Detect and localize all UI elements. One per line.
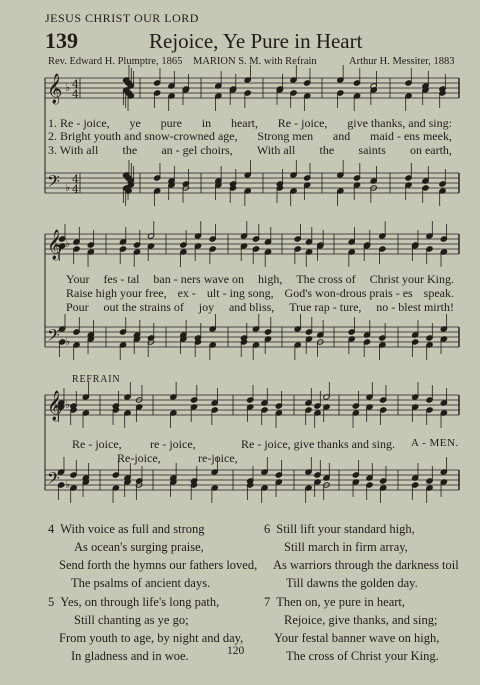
svg-text:4: 4: [72, 78, 79, 91]
svg-text:♭: ♭: [65, 181, 71, 194]
verse-4: [48, 522, 257, 591]
lyrics-line: [66, 300, 454, 315]
lyrics-line: [66, 272, 454, 287]
lyric-syllable: With all: [256, 143, 296, 157]
lyric-syllable: out the strains of: [103, 300, 184, 314]
refrain-lyric: Re - joice, give thanks and sing.: [241, 437, 395, 451]
lyric-syllable: ult - ing song,: [206, 286, 274, 300]
verse-line: As warriors through the darkness toil: [273, 558, 459, 572]
lyrics-line: [48, 129, 452, 144]
verse-line: The psalms of ancient days.: [71, 576, 211, 590]
lyric-syllable: speak.: [423, 286, 454, 300]
lyric-syllable: ex -: [177, 286, 196, 300]
verse-line: Then on, ye pure in heart,: [276, 595, 406, 609]
lyric-syllable: joy: [198, 300, 215, 314]
svg-text:𝄢: 𝄢: [47, 171, 60, 195]
svg-text:𝄢: 𝄢: [47, 325, 60, 349]
lyric-syllable: fes - tal: [103, 272, 140, 286]
verse-number: 5: [48, 595, 55, 609]
lyric-syllable: on earth,: [409, 143, 452, 157]
verse-line: Yes, on through life's long path,: [60, 595, 220, 609]
refrain-label: REFRAIN: [72, 374, 121, 385]
lyric-syllable: give thanks, and sing:: [347, 116, 452, 130]
lyric-syllable: The cross of: [296, 272, 356, 286]
svg-text:𝄢: 𝄢: [47, 468, 60, 492]
verse-line: Send forth the hymns our fathers loved,: [59, 558, 258, 572]
lyric-syllable: Re - joice,: [277, 116, 328, 130]
refrain-lyric: Re - joice,: [72, 437, 122, 451]
lyric-syllable: True rap - ture,: [289, 300, 362, 314]
lyrics-line: [48, 143, 452, 158]
verse-line: Still lift your standard high,: [276, 522, 415, 536]
lyric-syllable: ye: [129, 116, 141, 130]
verse-number: 4: [48, 522, 55, 536]
svg-text:♭: ♭: [65, 478, 71, 491]
section-title: JESUS CHRIST OUR LORD: [45, 11, 199, 25]
lyric-syllable: ban - ners wave on: [153, 272, 245, 286]
lyric-syllable: Christ your King.: [369, 272, 454, 286]
svg-text:𝄞: 𝄞: [47, 230, 63, 260]
lyric-syllable: maid - ens meek,: [369, 129, 452, 143]
lyric-syllable: in: [201, 116, 212, 130]
verse-line: Rejoice, give thanks, and sing;: [284, 613, 438, 627]
verse-line: From youth to age, by night and day,: [59, 631, 244, 645]
lyric-syllable: 1. Re - joice,: [48, 116, 110, 130]
lyric-syllable: and: [332, 129, 351, 143]
lyric-syllable: the: [319, 143, 335, 157]
svg-text:♭: ♭: [65, 81, 71, 94]
lyric-syllable: an - gel choirs,: [161, 143, 233, 157]
svg-text:♭: ♭: [65, 335, 71, 348]
lyric-syllable: saints: [358, 143, 386, 157]
svg-text:4: 4: [72, 88, 79, 101]
amen-lyric: A - MEN.: [411, 437, 459, 449]
lyric-syllable: heart,: [230, 116, 258, 130]
hymn-number: 139: [45, 28, 78, 53]
verse-number: 6: [264, 522, 271, 536]
tune-credit: MARION S. M. with Refrain: [193, 56, 317, 67]
verse-6: [264, 522, 459, 591]
verse-line: Still chanting as ye go;: [74, 613, 189, 627]
lyric-syllable: high,: [258, 272, 283, 286]
composer-credit: Arthur H. Messiter, 1883: [349, 56, 455, 67]
svg-text:𝄞: 𝄞: [47, 391, 63, 421]
verse-5: [48, 595, 243, 664]
lyric-syllable: Raise high your free,: [66, 286, 167, 300]
lyrics-line: [66, 286, 454, 301]
hymn-title: Rejoice, Ye Pure in Heart: [149, 29, 363, 53]
lyric-syllable: 2. Bright youth and snow-crowned age,: [48, 129, 238, 143]
verse-line: With voice as full and strong: [60, 522, 205, 536]
verse-line: Still march in firm array,: [284, 540, 408, 554]
svg-text:4: 4: [72, 183, 79, 196]
lyric-syllable: God's won-drous prais - es: [284, 286, 413, 300]
lyric-syllable: pure: [160, 116, 182, 130]
refrain-lyric-alto: Re-joice,: [117, 451, 161, 465]
page-number: 120: [227, 645, 245, 657]
verse-number: 7: [264, 595, 271, 609]
refrain-lyric: re - joice,: [150, 437, 196, 451]
lyric-syllable: no - blest mirth!: [376, 300, 454, 314]
refrain-lyric-alto: re-joice,: [198, 451, 238, 465]
svg-text:♭: ♭: [65, 398, 71, 411]
svg-text:4: 4: [72, 173, 79, 186]
verse-line: In gladness and in woe.: [71, 649, 189, 663]
lyric-syllable: and bliss,: [228, 300, 275, 314]
verse-line: As ocean's surging praise,: [74, 540, 204, 554]
svg-text:𝄞: 𝄞: [47, 74, 63, 104]
lyric-syllable: Your: [66, 272, 90, 286]
verse-line: The cross of Christ your King.: [286, 649, 439, 663]
lyric-syllable: Strong men: [257, 129, 314, 143]
verse-7: [264, 595, 439, 664]
verse-line: Till dawns the golden day.: [286, 576, 418, 590]
verse-line: Your festal banner wave on high,: [274, 631, 440, 645]
lyric-syllable: Pour: [66, 300, 89, 314]
lyric-syllable: the: [122, 143, 138, 157]
svg-text:♭: ♭: [65, 237, 71, 250]
lyric-syllable: 3. With all: [48, 143, 99, 157]
text-author-credit: Rev. Edward H. Plumptre, 1865: [48, 56, 183, 67]
